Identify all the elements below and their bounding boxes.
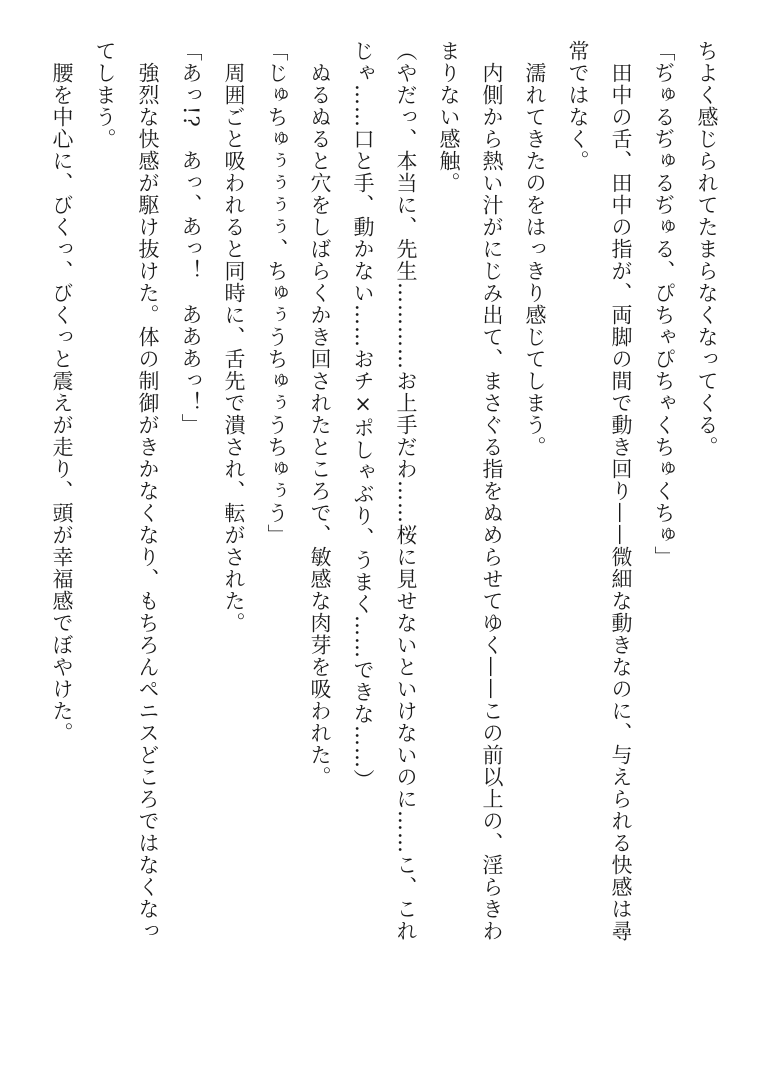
- text-line-4: 常ではなく。: [566, 40, 590, 172]
- text-line-13: 「あっ!? あっ、あっ！ あああっ！」: [179, 40, 203, 436]
- text-line-9: じゃ……口と手、動かない……おチ×ポしゃぶり、うまく……できな……）: [351, 40, 375, 791]
- text-line-10: ぬるぬると穴をしばらくかき回されたところで、敏感な肉芽を吸われた。: [308, 40, 332, 788]
- text-line-16: 腰を中心に、びくっ、びくっと震えが走り、頭が幸福感でぼやけた。: [50, 40, 74, 744]
- vertical-text-body: [28, 40, 728, 1040]
- text-line-8: （やだっ、本当に、先生…………お上手だわ……桜に見せないといけないのに……こ、これ: [394, 40, 418, 942]
- text-line-6: 内側から熱い汁がにじみ出て、まさぐる指をぬめらせてゆく——この前以上の、淫らきわ: [480, 40, 504, 942]
- text-line-7: まりない感触。: [437, 40, 461, 194]
- text-line-3: 田中の舌、田中の指が、両脚の間で動き回り——微細な動きなのに、与えられる快感は尋: [609, 40, 633, 942]
- text-line-14: 強烈な快感が駆け抜けた。体の制御がきかなくなり、もちろんペニスどころではなくなっ: [136, 40, 160, 942]
- text-line-5: 濡れてきたのをはっきり感じてしまう。: [523, 40, 547, 458]
- text-line-15: てしまう。: [93, 40, 117, 150]
- text-line-2: 「ぢゅるぢゅるぢゅる、ぴちゃぴちゃくちゅくちゅ」: [652, 40, 676, 568]
- text-line-1: ちよく感じられてたまらなくなってくる。: [695, 40, 719, 458]
- text-line-12: 周囲ごと吸われると同時に、舌先で潰され、転がされた。: [222, 40, 246, 634]
- text-line-11: 「じゅちゅぅぅぅぅ、ちゅぅうちゅぅうちゅぅう」: [265, 40, 289, 546]
